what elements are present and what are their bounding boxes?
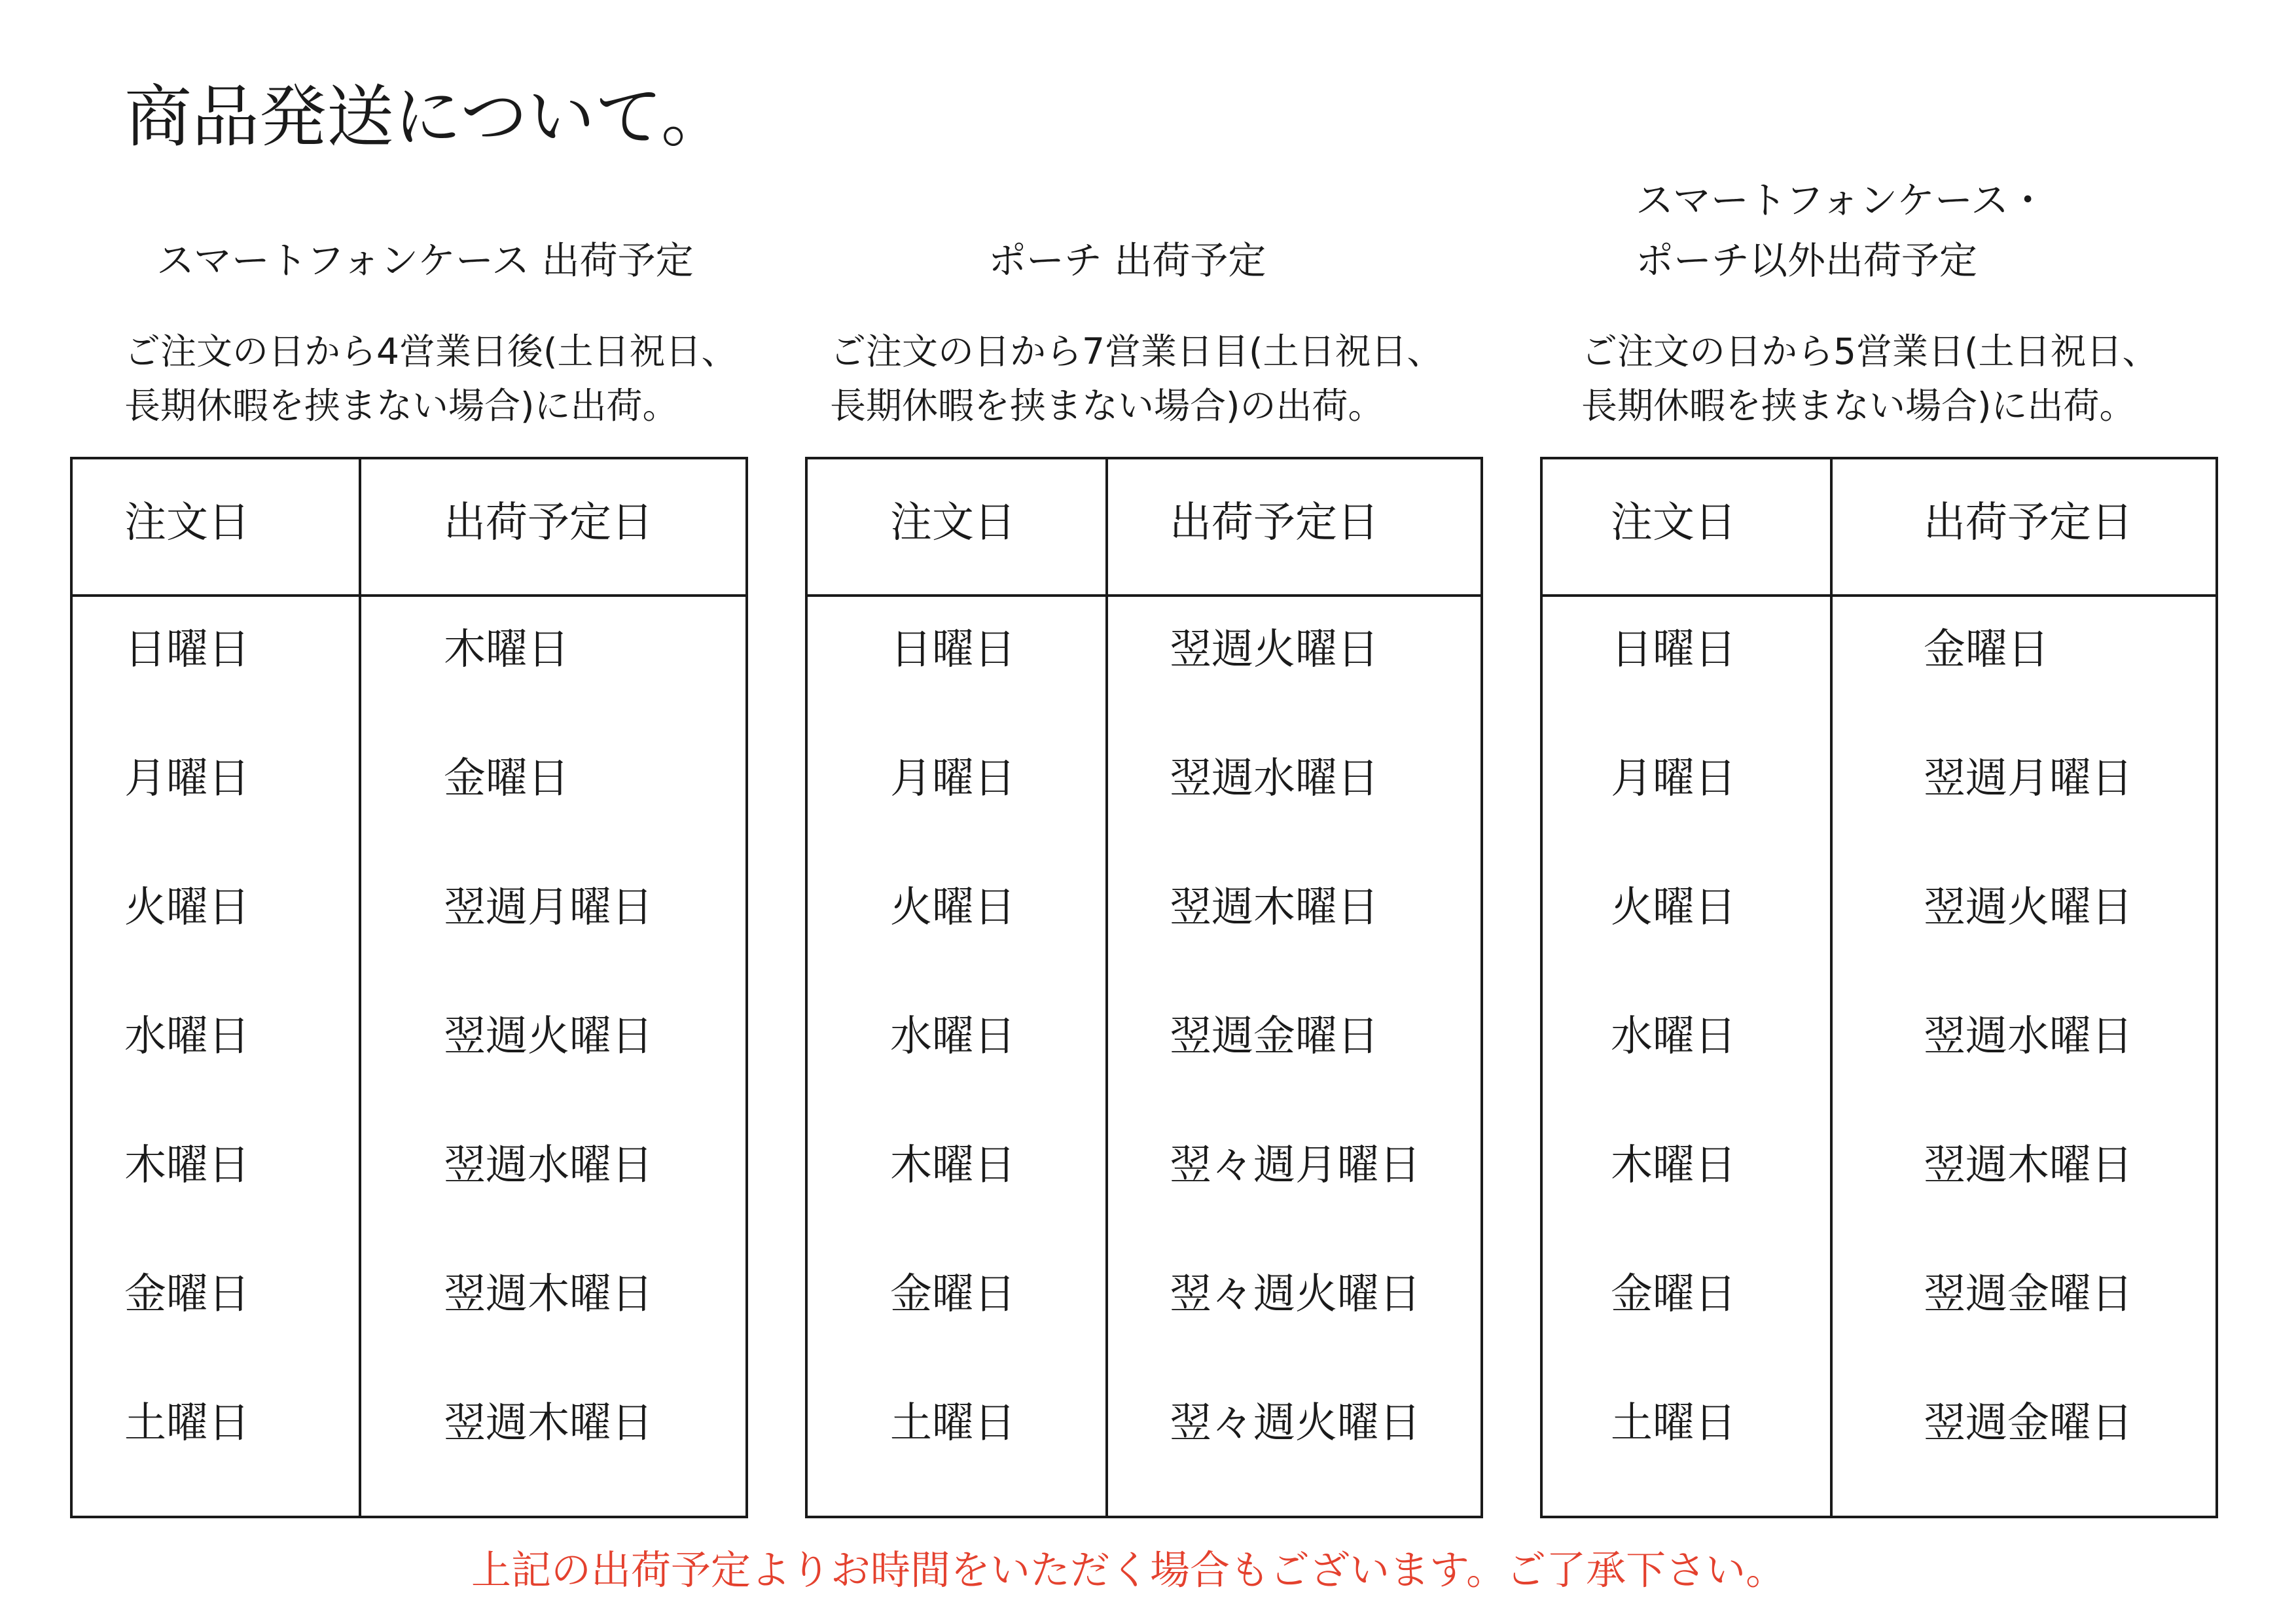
shipping-schedule-table bbox=[805, 457, 1483, 1518]
column-header-order-day: 注文日 bbox=[890, 499, 1016, 547]
table-header-row bbox=[808, 497, 1480, 549]
ship-date-cell: 翌週火曜日 bbox=[444, 1012, 653, 1061]
order-day-cell: 月曜日 bbox=[890, 755, 1016, 803]
ship-date-cell: 翌々週月曜日 bbox=[1170, 1141, 1421, 1190]
ship-date-cell: 金曜日 bbox=[1924, 626, 2049, 674]
order-day-cell: 木曜日 bbox=[1611, 1141, 1736, 1190]
column-header-ship-date: 出荷予定日 bbox=[1924, 499, 2133, 547]
section-description-line: 長期休暇を挟まない場合)に出荷。 bbox=[124, 385, 679, 427]
order-day-cell: 日曜日 bbox=[124, 626, 250, 674]
header-divider bbox=[1543, 594, 2215, 597]
column-divider bbox=[1830, 459, 1833, 1516]
section-heading bbox=[988, 170, 1266, 291]
table-row bbox=[73, 1010, 745, 1063]
page-title: 商品発送について。 bbox=[124, 78, 728, 156]
header-divider bbox=[808, 594, 1480, 597]
table-row bbox=[808, 753, 1480, 805]
table-row bbox=[1543, 624, 2215, 676]
order-day-cell: 火曜日 bbox=[890, 883, 1016, 932]
column-divider bbox=[359, 459, 361, 1516]
ship-date-cell: 翌週木曜日 bbox=[444, 1270, 653, 1319]
ship-date-cell: 木曜日 bbox=[444, 626, 569, 674]
order-day-cell: 日曜日 bbox=[890, 626, 1016, 674]
order-day-cell: 金曜日 bbox=[1611, 1270, 1736, 1319]
column-header-order-day: 注文日 bbox=[1611, 499, 1736, 547]
column-header-order-day: 注文日 bbox=[124, 499, 250, 547]
table-row bbox=[73, 753, 745, 805]
shipping-schedule-table bbox=[1540, 457, 2218, 1518]
table-row bbox=[808, 1268, 1480, 1321]
header-divider bbox=[73, 594, 745, 597]
ship-date-cell: 翌週水曜日 bbox=[1170, 755, 1379, 803]
ship-date-cell: 翌週火曜日 bbox=[1924, 883, 2133, 932]
order-day-cell: 水曜日 bbox=[890, 1012, 1016, 1061]
section-description bbox=[830, 325, 1443, 433]
table-header-row bbox=[1543, 497, 2215, 549]
table-row bbox=[1543, 753, 2215, 805]
table-row bbox=[1543, 1139, 2215, 1192]
order-day-cell: 木曜日 bbox=[890, 1141, 1016, 1190]
section-heading-line: スマートフォンケース 出荷予定 bbox=[156, 238, 694, 283]
table-row bbox=[1543, 1397, 2215, 1450]
order-day-cell: 土曜日 bbox=[124, 1399, 250, 1448]
table-row bbox=[73, 624, 745, 676]
footer-note: 上記の出荷予定よりお時間をいただく場合もございます。ご了承下さい。 bbox=[471, 1547, 1786, 1594]
section-description-line: ご注文の日から4営業日後(土日祝日、 bbox=[124, 330, 738, 372]
order-day-cell: 金曜日 bbox=[890, 1270, 1016, 1319]
section-description-line: ご注文の日から7営業日目(土日祝日、 bbox=[830, 330, 1443, 372]
section-description-line: 長期休暇を挟まない場合)に出荷。 bbox=[1581, 385, 2136, 427]
ship-date-cell: 翌週金曜日 bbox=[1170, 1012, 1379, 1061]
table-header-row bbox=[73, 497, 745, 549]
ship-date-cell: 金曜日 bbox=[444, 755, 569, 803]
ship-date-cell: 翌週火曜日 bbox=[1170, 626, 1379, 674]
ship-date-cell: 翌週水曜日 bbox=[1924, 1012, 2133, 1061]
table-row bbox=[73, 1397, 745, 1450]
table-row bbox=[73, 882, 745, 934]
table-row bbox=[1543, 1268, 2215, 1321]
ship-date-cell: 翌週月曜日 bbox=[1924, 755, 2133, 803]
shipping-schedule-table bbox=[70, 457, 748, 1518]
order-day-cell: 月曜日 bbox=[124, 755, 250, 803]
ship-date-cell: 翌々週火曜日 bbox=[1170, 1399, 1421, 1448]
order-day-cell: 月曜日 bbox=[1611, 755, 1736, 803]
table-row bbox=[1543, 1010, 2215, 1063]
order-day-cell: 木曜日 bbox=[124, 1141, 250, 1190]
ship-date-cell: 翌週金曜日 bbox=[1924, 1270, 2133, 1319]
ship-date-cell: 翌週木曜日 bbox=[1170, 883, 1379, 932]
section-description bbox=[1581, 325, 2158, 433]
order-day-cell: 金曜日 bbox=[124, 1270, 250, 1319]
table-row bbox=[808, 1010, 1480, 1063]
order-day-cell: 土曜日 bbox=[890, 1399, 1016, 1448]
section-heading bbox=[156, 170, 694, 291]
column-header-ship-date: 出荷予定日 bbox=[1170, 499, 1379, 547]
order-day-cell: 火曜日 bbox=[1611, 883, 1736, 932]
table-row bbox=[808, 624, 1480, 676]
ship-date-cell: 翌々週火曜日 bbox=[1170, 1270, 1421, 1319]
section-description-line: ご注文の日から5営業日(土日祝日、 bbox=[1581, 330, 2159, 372]
table-row bbox=[73, 1139, 745, 1192]
section-heading-line: ポーチ 出荷予定 bbox=[988, 238, 1266, 283]
section-heading-line: ポーチ以外出荷予定 bbox=[1636, 238, 1978, 283]
order-day-cell: 日曜日 bbox=[1611, 626, 1736, 674]
order-day-cell: 火曜日 bbox=[124, 883, 250, 932]
order-day-cell: 水曜日 bbox=[1611, 1012, 1736, 1061]
table-row bbox=[73, 1268, 745, 1321]
section-heading bbox=[1636, 170, 2047, 291]
ship-date-cell: 翌週木曜日 bbox=[1924, 1141, 2133, 1190]
order-day-cell: 水曜日 bbox=[124, 1012, 250, 1061]
ship-date-cell: 翌週月曜日 bbox=[444, 883, 653, 932]
column-divider bbox=[1105, 459, 1108, 1516]
table-row bbox=[808, 1397, 1480, 1450]
section-heading-line: スマートフォンケース・ bbox=[1636, 178, 2047, 223]
table-row bbox=[808, 882, 1480, 934]
section-description-line: 長期休暇を挟まない場合)の出荷。 bbox=[830, 385, 1384, 427]
table-row bbox=[808, 1139, 1480, 1192]
ship-date-cell: 翌週金曜日 bbox=[1924, 1399, 2133, 1448]
table-row bbox=[1543, 882, 2215, 934]
section-description bbox=[124, 325, 737, 433]
order-day-cell: 土曜日 bbox=[1611, 1399, 1736, 1448]
ship-date-cell: 翌週水曜日 bbox=[444, 1141, 653, 1190]
ship-date-cell: 翌週木曜日 bbox=[444, 1399, 653, 1448]
column-header-ship-date: 出荷予定日 bbox=[444, 499, 653, 547]
